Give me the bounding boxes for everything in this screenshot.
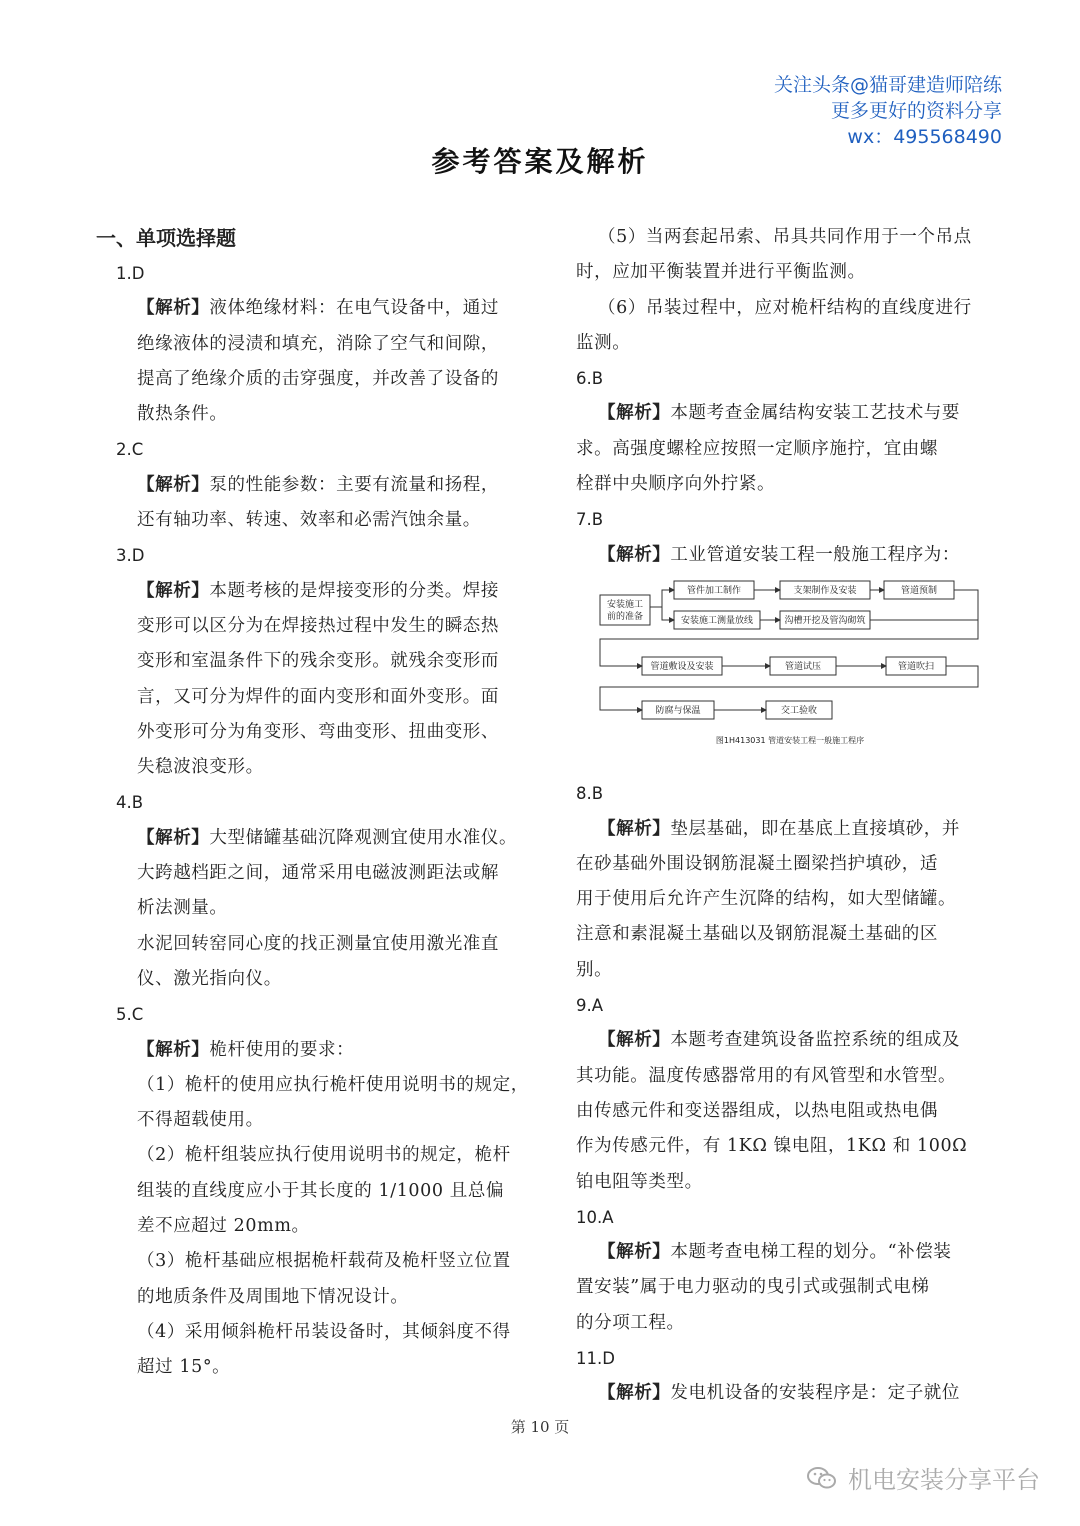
text-line: 本题考查建筑设备监控系统的组成及 xyxy=(670,1030,961,1051)
text-line: 其功能。温度传感器常用的有风管型和水管型。 xyxy=(576,1065,957,1086)
text-line: 时，应加平衡装置并进行平衡监测。 xyxy=(576,262,866,283)
analysis-label: 【解析】 xyxy=(137,1039,210,1060)
analysis-3 xyxy=(96,574,536,786)
answer-1: 1.D xyxy=(116,264,145,283)
text-line: 提高了绝缘介质的击穿强度，并改善了设备的 xyxy=(137,368,499,389)
flow-label-prefab: 管道预制 xyxy=(900,585,938,596)
analysis-label: 【解析】 xyxy=(598,818,671,839)
text-line: 在砂基础外围设钢筋混凝土圈梁挡护填砂，适 xyxy=(576,853,938,874)
analysis-9 xyxy=(576,1023,986,1199)
flow-label-purge: 管道吹扫 xyxy=(897,661,935,672)
right-column xyxy=(576,220,986,1412)
text-line: 发电机设备的安装程序是：定子就位 xyxy=(670,1383,961,1404)
text-line: 变形可以区分为在焊接热过程中发生的瞬态热 xyxy=(137,615,499,636)
analysis-label: 【解析】 xyxy=(598,544,671,565)
answer-2: 2.C xyxy=(116,440,144,460)
analysis-10 xyxy=(576,1235,986,1341)
analysis-2 xyxy=(96,468,536,539)
text-line: 栓群中央顺序向外拧紧。 xyxy=(576,474,776,495)
page-title: 参考答案及解析 xyxy=(431,145,649,178)
text-line: 求。高强度螺栓应按照一定顺序施拧，宜由螺 xyxy=(576,438,938,459)
analysis-label: 【解析】 xyxy=(598,1242,671,1263)
text-line: 失稳波浪变形。 xyxy=(137,757,264,778)
text-line: 用于使用后允许产生沉降的结构，如大型储罐。 xyxy=(576,889,957,910)
flow-label-pressure: 管道试压 xyxy=(784,661,822,672)
text-line: 作为传感元件，有 1KΩ 镍电阻，1KΩ 和 100Ω xyxy=(576,1136,968,1157)
text-line: （5）当两套起吊索、吊具共同作用于一个吊点 xyxy=(598,227,972,247)
answer-9: 9.A xyxy=(576,996,604,1016)
text-line: 置安装”属于电力驱动的曳引式或强制式电梯 xyxy=(576,1277,930,1298)
analysis-label: 【解析】 xyxy=(598,1030,671,1051)
analysis-label: 【解析】 xyxy=(598,1383,671,1404)
watermark xyxy=(774,72,1002,150)
section-heading: 一、单项选择题 xyxy=(96,226,236,250)
wechat-icon xyxy=(806,1465,838,1491)
watermark-line-3: wx：495568490 xyxy=(847,126,1002,148)
flow-label-anticorrosion: 防腐与保温 xyxy=(655,705,701,716)
text-line: 的地质条件及周围地下情况设计。 xyxy=(137,1286,409,1307)
pipeline-flowchart xyxy=(594,577,986,757)
analysis-8 xyxy=(576,812,986,988)
flow-label-prep-1: 安装施工 xyxy=(606,599,644,610)
analysis-4 xyxy=(96,821,536,997)
answer-5: 5.C xyxy=(116,1005,144,1025)
text-line: 工业管道安装工程一般施工程序为： xyxy=(670,544,961,565)
flow-caption: 图1H413031 管道安装工程一般施工程序 xyxy=(715,735,865,745)
text-line: 还有轴功率、转速、效率和必需汽蚀余量。 xyxy=(137,510,481,531)
text-line: 由传感元件和变送器组成，以热电阻或热电偶 xyxy=(576,1100,938,1121)
flow-label-acceptance: 交工验收 xyxy=(780,705,818,716)
text-line: （3）桅杆基础应根据桅杆载荷及桅杆竖立位置 xyxy=(137,1251,511,1272)
text-line: （6）吊装过程中，应对桅杆结构的直线度进行 xyxy=(598,297,972,318)
brand-name: 机电安装分享平台 xyxy=(848,1466,1040,1494)
flow-label-laying: 管道敷设及安装 xyxy=(650,661,714,672)
analysis-11 xyxy=(576,1376,986,1411)
analysis-label: 【解析】 xyxy=(137,474,210,495)
answer-3: 3.D xyxy=(116,546,145,566)
flow-label-survey: 安装施工测量放线 xyxy=(680,615,754,626)
analysis-1 xyxy=(96,291,536,432)
text-line: 超过 15°。 xyxy=(137,1357,231,1378)
analysis-7 xyxy=(576,538,986,573)
text-line: 不得超载使用。 xyxy=(137,1110,264,1131)
text-line: 外变形可分为角变形、弯曲变形、扭曲变形、 xyxy=(137,721,499,742)
left-column xyxy=(96,220,536,1386)
analysis-6 xyxy=(576,396,986,502)
brand-watermark xyxy=(806,1460,1040,1495)
flow-label-support: 支架制作及安装 xyxy=(793,585,857,596)
text-line: 散热条件。 xyxy=(137,404,228,425)
text-line: 泵的性能参数：主要有流量和扬程， xyxy=(209,474,500,495)
text-line: 本题考查金属结构安装工艺技术与要 xyxy=(670,403,961,424)
text-line: 差不应超过 20mm。 xyxy=(137,1216,310,1237)
text-line: 垫层基础，即在基底上直接填砂，并 xyxy=(670,818,961,839)
watermark-line-1: 关注头条@猫哥建造师陪练 xyxy=(773,74,1002,96)
text-line: 本题考核的是焊接变形的分类。焊接 xyxy=(209,580,500,601)
analysis-label: 【解析】 xyxy=(137,298,210,319)
analysis-label: 【解析】 xyxy=(137,580,210,601)
page-number: 第 10 页 xyxy=(510,1418,570,1436)
text-line: 铂电阻等类型。 xyxy=(576,1171,703,1192)
answer-4: 4.B xyxy=(116,793,144,813)
text-line: （1）桅杆的使用应执行桅杆使用说明书的规定， xyxy=(137,1074,529,1095)
text-line: 本题考查电梯工程的划分。“补偿装 xyxy=(670,1242,952,1263)
text-line: 别。 xyxy=(576,959,613,980)
analysis-5 xyxy=(96,1033,536,1386)
text-line: 的分项工程。 xyxy=(576,1312,685,1333)
text-line: 变形和室温条件下的残余变形。就残余变形而 xyxy=(137,651,499,672)
text-line: 绝缘液体的浸渍和填充，消除了空气和间隙， xyxy=(137,333,499,354)
analysis-label: 【解析】 xyxy=(598,403,671,424)
watermark-line-2: 更多更好的资料分享 xyxy=(830,100,1002,122)
text-line: （2）桅杆组装应执行使用说明书的规定，桅杆 xyxy=(137,1145,511,1166)
text-line: 水泥回转窑同心度的找正测量宜使用激光准直 xyxy=(137,933,499,954)
flow-label-trench: 沟槽开挖及管沟砌筑 xyxy=(784,615,866,626)
analysis-5-continued xyxy=(576,220,986,361)
text-line: 大跨越档距之间，通常采用电磁波测距法或解 xyxy=(137,863,499,884)
answer-6: 6.B xyxy=(576,369,604,389)
answer-11: 11.D xyxy=(576,1349,615,1369)
text-line: 组装的直线度应小于其长度的 1/1000 且总偏 xyxy=(137,1180,505,1201)
answer-7: 7.B xyxy=(576,510,604,530)
flow-label-fitting: 管件加工制作 xyxy=(686,585,742,596)
analysis-label: 【解析】 xyxy=(137,827,210,848)
text-line: 桅杆使用的要求： xyxy=(209,1039,355,1060)
answer-10: 10.A xyxy=(576,1207,614,1227)
text-line: 液体绝缘材料：在电气设备中，通过 xyxy=(209,298,500,319)
text-line: 监测。 xyxy=(576,332,631,353)
text-line: 大型储罐基础沉降观测宜使用水准仪。 xyxy=(209,827,518,848)
text-line: 仪、激光指向仪。 xyxy=(137,968,282,989)
text-line: 注意和素混凝土基础以及钢筋混凝土基础的区 xyxy=(576,924,938,945)
text-line: 言，又可分为焊件的面内变形和面外变形。面 xyxy=(137,686,499,707)
flow-label-prep-2: 前的准备 xyxy=(606,611,644,622)
answer-8: 8.B xyxy=(576,784,604,804)
text-line: （4）采用倾斜桅杆吊装设备时，其倾斜度不得 xyxy=(137,1321,511,1342)
text-line: 析法测量。 xyxy=(137,898,228,919)
